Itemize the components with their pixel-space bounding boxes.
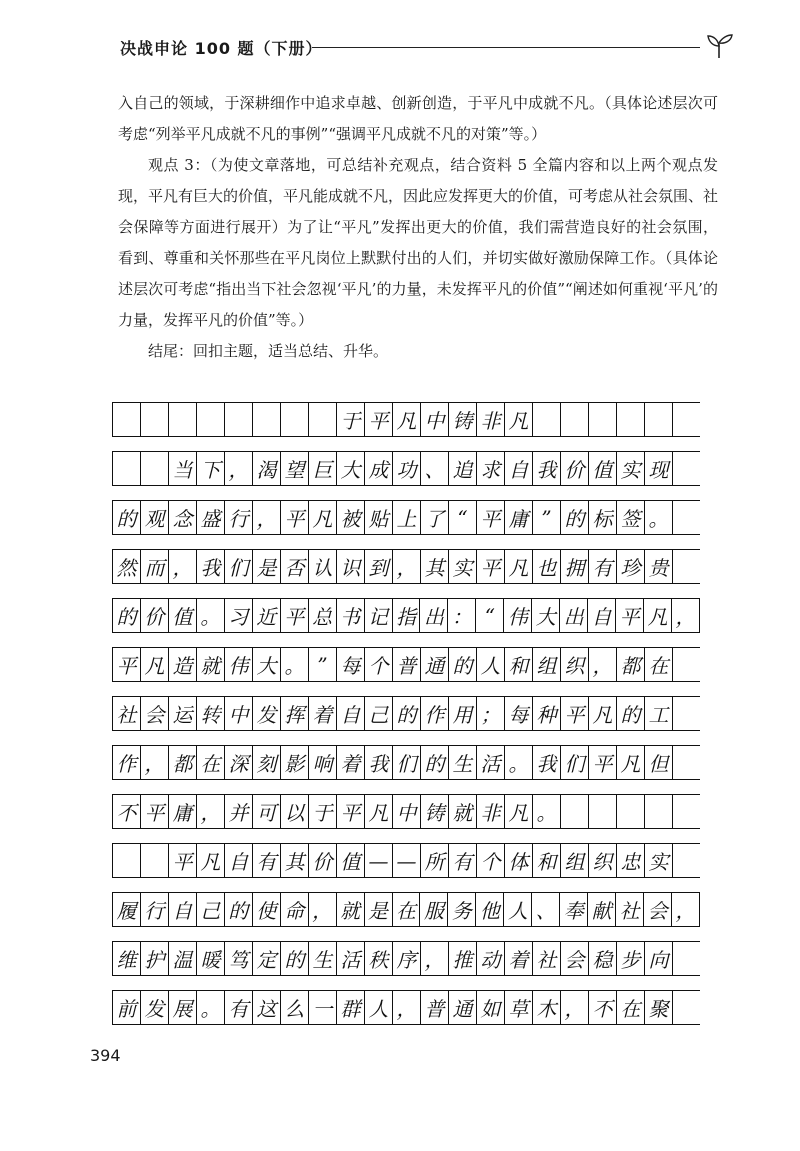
- grid-cell: 每: [337, 648, 365, 681]
- grid-cell: 总: [309, 599, 337, 632]
- grid-cell: 和: [505, 648, 533, 681]
- grid-cell: 贵: [645, 550, 673, 583]
- grid-cell: 凡: [505, 795, 533, 828]
- grid-cell: 命: [281, 893, 309, 926]
- grid-row: [112, 745, 700, 780]
- grid-cell: [141, 844, 169, 877]
- grid-cell: 功: [393, 452, 421, 485]
- grid-cell: 每: [505, 697, 533, 730]
- grid-cell: 其: [421, 550, 449, 583]
- grid-cell: 使: [253, 893, 281, 926]
- grid-cell: [113, 403, 141, 436]
- grid-cell: [197, 403, 225, 436]
- grid-cell: 这: [253, 991, 281, 1024]
- grid-cell: 通: [421, 648, 449, 681]
- grid-cell: 有: [225, 991, 253, 1024]
- grid-cell: 在: [393, 893, 421, 926]
- grid-cell: 我: [197, 550, 225, 583]
- grid-row: [112, 794, 700, 829]
- grid-cell: 作: [113, 746, 141, 779]
- grid-cell: 我: [365, 746, 393, 779]
- grid-cell: 凡: [393, 403, 421, 436]
- grid-cell: 望: [281, 452, 309, 485]
- grid-cell: 然: [113, 550, 141, 583]
- grid-cell: 的: [561, 501, 589, 534]
- grid-cell: 不: [113, 795, 141, 828]
- grid-cell: 实: [617, 452, 645, 485]
- grid-cell: 发: [253, 697, 281, 730]
- grid-cell: 值: [337, 844, 365, 877]
- paragraph-ending: 结尾：回扣主题，适当总结、升华。: [148, 342, 389, 360]
- grid-cell: 组: [561, 844, 589, 877]
- grid-cell: ，: [141, 746, 169, 779]
- grid-cell: 人: [477, 648, 505, 681]
- grid-cell: 指: [393, 599, 421, 632]
- grid-cell: 中: [393, 795, 421, 828]
- paragraph-viewpoint-3: 观点 3：（为使文章落地，可总结补充观点，结合资料 5 全篇内容和以上两个观点发现，平凡有巨大的价值，平凡能成就不凡，因此应发挥更大的价值，可考虑从社会氛围、社会保障等方面进行展开）为了让“平凡”发挥出更大的价值，我们需营造良好的社会氛围，看到、尊重和关怀那些在平凡岗位上默默付出的人们，并切实做好激励保障工作。（具体论述层次可考虑“指出当下社会忽视‘平凡’的力量，未发挥平凡的价值”“阐述如何重视‘平凡’的力量，发挥平凡的价值”等。）: [118, 156, 719, 329]
- grid-cell: 的: [225, 893, 253, 926]
- grid-cell: 平: [337, 795, 365, 828]
- grid-row: [112, 451, 700, 486]
- grid-cell: 追: [449, 452, 477, 485]
- grid-cell: 。: [645, 501, 673, 534]
- grid-cell: 刻: [253, 746, 281, 779]
- grid-cell: [617, 403, 645, 436]
- grid-cell: 不: [589, 991, 617, 1024]
- grid-cell: 展: [169, 991, 197, 1024]
- grid-cell: 认: [309, 550, 337, 583]
- grid-cell: 成: [365, 452, 393, 485]
- grid-cell: 的: [281, 942, 309, 975]
- grid-cell: 们: [393, 746, 421, 779]
- grid-cell: 平: [477, 501, 505, 534]
- grid-cell: —: [393, 844, 421, 877]
- grid-row: [112, 843, 700, 878]
- grid-cell: ，: [421, 942, 449, 975]
- grid-row: [112, 647, 700, 682]
- grid-cell: 么: [281, 991, 309, 1024]
- grid-cell: 个: [477, 844, 505, 877]
- grid-cell: 平: [561, 697, 589, 730]
- grid-cell: 其: [281, 844, 309, 877]
- page-number: 394: [90, 1046, 121, 1065]
- grid-cell: [141, 452, 169, 485]
- paragraph-continuation: 入自己的领域，于深耕细作中追求卓越、创新创造，于平凡中成就不凡。（具体论述层次可考虑“列举平凡成就不凡的事例”“强调平凡成就不凡的对策”等。）: [118, 94, 718, 143]
- grid-cell: 但: [645, 746, 673, 779]
- grid-cell: 影: [281, 746, 309, 779]
- grid-cell: 都: [169, 746, 197, 779]
- grid-cell: [561, 403, 589, 436]
- grid-cell: 动: [477, 942, 505, 975]
- grid-cell: 书: [337, 599, 365, 632]
- grid-cell: 着: [505, 942, 533, 975]
- grid-row: [112, 696, 700, 731]
- grid-cell: “: [476, 599, 504, 632]
- grid-cell: 在: [197, 746, 225, 779]
- grid-cell: 价: [561, 452, 589, 485]
- grid-cell: 们: [561, 746, 589, 779]
- grid-cell: 着: [337, 746, 365, 779]
- grid-cell: 我: [533, 746, 561, 779]
- grid-cell: 秩: [365, 942, 393, 975]
- grid-cell: 平: [281, 599, 309, 632]
- grid-cell: 求: [477, 452, 505, 485]
- running-header: [120, 30, 730, 60]
- grid-cell: 自: [225, 844, 253, 877]
- grid-row: [112, 892, 700, 927]
- grid-cell: 实: [449, 550, 477, 583]
- grid-cell: 服: [420, 893, 448, 926]
- grid-cell: 观: [141, 501, 169, 534]
- grid-cell: 献: [588, 893, 616, 926]
- grid-cell: 平: [589, 746, 617, 779]
- grid-cell: 自: [588, 599, 616, 632]
- grid-cell: 实: [645, 844, 673, 877]
- grid-cell: 凡: [197, 844, 225, 877]
- grid-cell: [113, 844, 141, 877]
- grid-cell: 社: [113, 697, 141, 730]
- grid-cell: ；: [477, 697, 505, 730]
- grid-cell: 己: [365, 697, 393, 730]
- grid-cell: 织: [561, 648, 589, 681]
- grid-cell: 他: [476, 893, 504, 926]
- grid-cell: 上: [393, 501, 421, 534]
- grid-cell: 凡: [644, 599, 672, 632]
- grid-cell: 否: [281, 550, 309, 583]
- grid-cell: 织: [589, 844, 617, 877]
- grid-cell: 值: [169, 599, 197, 632]
- grid-cell: 稳: [589, 942, 617, 975]
- grid-cell: 庸: [505, 501, 533, 534]
- grid-cell: 到: [365, 550, 393, 583]
- grid-cell: 。: [197, 991, 225, 1024]
- grid-cell: 木: [533, 991, 561, 1024]
- grid-cell: 凡: [365, 795, 393, 828]
- grid-cell: ，: [197, 795, 225, 828]
- grid-cell: 当: [169, 452, 197, 485]
- grid-cell: 。: [281, 648, 309, 681]
- grid-cell: 是: [253, 550, 281, 583]
- grid-cell: 的: [421, 746, 449, 779]
- grid-cell: 凡: [505, 550, 533, 583]
- grid-cell: 中: [421, 403, 449, 436]
- grid-cell: 社: [533, 942, 561, 975]
- grid-cell: 平: [169, 844, 197, 877]
- grid-cell: 作: [421, 697, 449, 730]
- grid-cell: 都: [617, 648, 645, 681]
- grid-cell: 凡: [589, 697, 617, 730]
- grid-cell: 伟: [504, 599, 532, 632]
- grid-cell: 巨: [309, 452, 337, 485]
- grid-cell: 了: [421, 501, 449, 534]
- grid-cell: [589, 795, 617, 828]
- grid-cell: 以: [281, 795, 309, 828]
- grid-cell: ，: [253, 501, 281, 534]
- grid-cell: 出: [420, 599, 448, 632]
- grid-cell: 非: [477, 403, 505, 436]
- grid-row: [112, 549, 700, 584]
- grid-cell: 凡: [309, 501, 337, 534]
- grid-cell: [169, 403, 197, 436]
- grid-cell: 凡: [617, 746, 645, 779]
- grid-cell: 响: [309, 746, 337, 779]
- grid-cell: ，: [309, 893, 337, 926]
- grid-cell: 的: [113, 599, 141, 632]
- grid-cell: 拥: [561, 550, 589, 583]
- grid-cell: 就: [337, 893, 365, 926]
- grid-cell: [645, 403, 673, 436]
- grid-cell: 生: [449, 746, 477, 779]
- grid-cell: 聚: [645, 991, 673, 1024]
- grid-cell: 、: [532, 893, 560, 926]
- grid-cell: 会: [561, 942, 589, 975]
- grid-cell: 。: [505, 746, 533, 779]
- grid-cell: 价: [141, 599, 169, 632]
- grid-cell: 普: [421, 991, 449, 1024]
- grid-cell: ，: [672, 599, 700, 632]
- grid-cell: [645, 795, 673, 828]
- grid-cell: ，: [589, 648, 617, 681]
- grid-cell: 凡: [505, 403, 533, 436]
- grid-cell: 出: [560, 599, 588, 632]
- grid-cell: 大: [253, 648, 281, 681]
- grid-cell: 记: [365, 599, 393, 632]
- grid-cell: 种: [533, 697, 561, 730]
- grid-cell: 庸: [169, 795, 197, 828]
- grid-cell: 序: [393, 942, 421, 975]
- grid-cell: 近: [253, 599, 281, 632]
- grid-cell: 下: [197, 452, 225, 485]
- grid-cell: 温: [169, 942, 197, 975]
- grid-cell: 念: [169, 501, 197, 534]
- grid-cell: 转: [197, 697, 225, 730]
- grid-cell: 平: [281, 501, 309, 534]
- grid-cell: 的: [449, 648, 477, 681]
- grid-cell: [561, 795, 589, 828]
- grid-row: [112, 500, 700, 535]
- grid-cell: 签: [617, 501, 645, 534]
- grid-cell: 步: [617, 942, 645, 975]
- grid-cell: 伟: [225, 648, 253, 681]
- grid-cell: [309, 403, 337, 436]
- grid-cell: 维: [113, 942, 141, 975]
- grid-cell: 群: [337, 991, 365, 1024]
- grid-cell: 并: [225, 795, 253, 828]
- grid-cell: 通: [449, 991, 477, 1024]
- grid-cell: 就: [449, 795, 477, 828]
- grid-cell: 的: [113, 501, 141, 534]
- grid-cell: 习: [225, 599, 253, 632]
- grid-cell: 铸: [449, 403, 477, 436]
- grid-cell: 有: [449, 844, 477, 877]
- grid-cell: [533, 403, 561, 436]
- grid-cell: 履: [113, 893, 141, 926]
- grid-cell: ，: [169, 550, 197, 583]
- grid-cell: 护: [141, 942, 169, 975]
- grid-cell: 体: [505, 844, 533, 877]
- grid-cell: 用: [449, 697, 477, 730]
- grid-cell: 大: [532, 599, 560, 632]
- grid-cell: 着: [309, 697, 337, 730]
- grid-cell: 的: [617, 697, 645, 730]
- grid-cell: 定: [253, 942, 281, 975]
- grid-cell: 推: [449, 942, 477, 975]
- grid-cell: 暖: [197, 942, 225, 975]
- grid-cell: 自: [505, 452, 533, 485]
- grid-cell: 发: [141, 991, 169, 1024]
- essay-grid: [112, 402, 700, 1039]
- grid-cell: ”: [309, 648, 337, 681]
- grid-cell: 人: [504, 893, 532, 926]
- grid-cell: 盛: [197, 501, 225, 534]
- grid-cell: 非: [477, 795, 505, 828]
- grid-cell: 是: [365, 893, 393, 926]
- grid-cell: 值: [589, 452, 617, 485]
- grid-cell: [225, 403, 253, 436]
- grid-cell: 于: [337, 403, 365, 436]
- grid-cell: 有: [253, 844, 281, 877]
- grid-cell: 铸: [421, 795, 449, 828]
- grid-cell: 平: [113, 648, 141, 681]
- grid-cell: 在: [617, 991, 645, 1024]
- grid-cell: 草: [505, 991, 533, 1024]
- grid-cell: 生: [309, 942, 337, 975]
- grid-cell: 大: [337, 452, 365, 485]
- grid-cell: 珍: [617, 550, 645, 583]
- grid-cell: 渴: [253, 452, 281, 485]
- grid-cell: 行: [141, 893, 169, 926]
- grid-cell: 如: [477, 991, 505, 1024]
- grid-cell: [141, 403, 169, 436]
- grid-cell: 的: [393, 697, 421, 730]
- grid-cell: 、: [421, 452, 449, 485]
- grid-cell: 于: [309, 795, 337, 828]
- grid-cell: 价: [309, 844, 337, 877]
- grid-cell: 平: [616, 599, 644, 632]
- grid-cell: 贴: [365, 501, 393, 534]
- grid-cell: ”: [533, 501, 561, 534]
- grid-cell: 自: [337, 697, 365, 730]
- grid-row: [112, 941, 700, 976]
- grid-row: [112, 598, 700, 633]
- grid-cell: 。: [197, 599, 225, 632]
- grid-cell: [617, 795, 645, 828]
- grid-cell: 就: [197, 648, 225, 681]
- grid-cell: 忠: [617, 844, 645, 877]
- header-rule: [312, 47, 700, 48]
- grid-cell: 个: [365, 648, 393, 681]
- grid-cell: 造: [169, 648, 197, 681]
- grid-cell: 有: [589, 550, 617, 583]
- body-text: [118, 88, 718, 367]
- grid-cell: 前: [113, 991, 141, 1024]
- grid-cell: 组: [533, 648, 561, 681]
- grid-cell: 所: [421, 844, 449, 877]
- grid-cell: 奉: [560, 893, 588, 926]
- grid-cell: [253, 403, 281, 436]
- grid-cell: [113, 452, 141, 485]
- grid-cell: 务: [448, 893, 476, 926]
- grid-cell: 平: [365, 403, 393, 436]
- grid-cell: —: [365, 844, 393, 877]
- grid-cell: 笃: [225, 942, 253, 975]
- grid-cell: 一: [309, 991, 337, 1024]
- grid-cell: 们: [225, 550, 253, 583]
- grid-row: [112, 402, 700, 437]
- grid-cell: ，: [393, 991, 421, 1024]
- grid-cell: 凡: [141, 648, 169, 681]
- grid-cell: 会: [141, 697, 169, 730]
- grid-cell: 行: [225, 501, 253, 534]
- grid-cell: 平: [141, 795, 169, 828]
- grid-cell: 人: [365, 991, 393, 1024]
- grid-cell: 。: [533, 795, 561, 828]
- grid-cell: 标: [589, 501, 617, 534]
- grid-cell: 也: [533, 550, 561, 583]
- grid-cell: 深: [225, 746, 253, 779]
- grid-cell: 向: [645, 942, 673, 975]
- grid-cell: 和: [533, 844, 561, 877]
- grid-cell: 活: [477, 746, 505, 779]
- grid-cell: 被: [337, 501, 365, 534]
- grid-cell: ，: [672, 893, 700, 926]
- grid-cell: ，: [225, 452, 253, 485]
- grid-cell: [281, 403, 309, 436]
- grid-cell: 平: [477, 550, 505, 583]
- grid-cell: 会: [644, 893, 672, 926]
- grid-cell: [589, 403, 617, 436]
- grid-cell: 己: [197, 893, 225, 926]
- grid-cell: 运: [169, 697, 197, 730]
- grid-cell: ，: [393, 550, 421, 583]
- grid-cell: ：: [448, 599, 476, 632]
- grid-cell: 活: [337, 942, 365, 975]
- grid-cell: 中: [225, 697, 253, 730]
- grid-cell: 现: [645, 452, 673, 485]
- grid-cell: 识: [337, 550, 365, 583]
- grid-cell: 我: [533, 452, 561, 485]
- grid-row: [112, 990, 700, 1025]
- grid-cell: ，: [561, 991, 589, 1024]
- grid-cell: 可: [253, 795, 281, 828]
- grid-cell: 挥: [281, 697, 309, 730]
- grid-cell: 自: [169, 893, 197, 926]
- grid-cell: 在: [645, 648, 673, 681]
- book-title: 决战申论 100 题（下册）: [120, 39, 323, 58]
- grid-cell: 社: [616, 893, 644, 926]
- grid-cell: 而: [141, 550, 169, 583]
- grid-cell: 工: [645, 697, 673, 730]
- grid-cell: 普: [393, 648, 421, 681]
- grid-cell: “: [449, 501, 477, 534]
- sprout-icon: [704, 30, 734, 60]
